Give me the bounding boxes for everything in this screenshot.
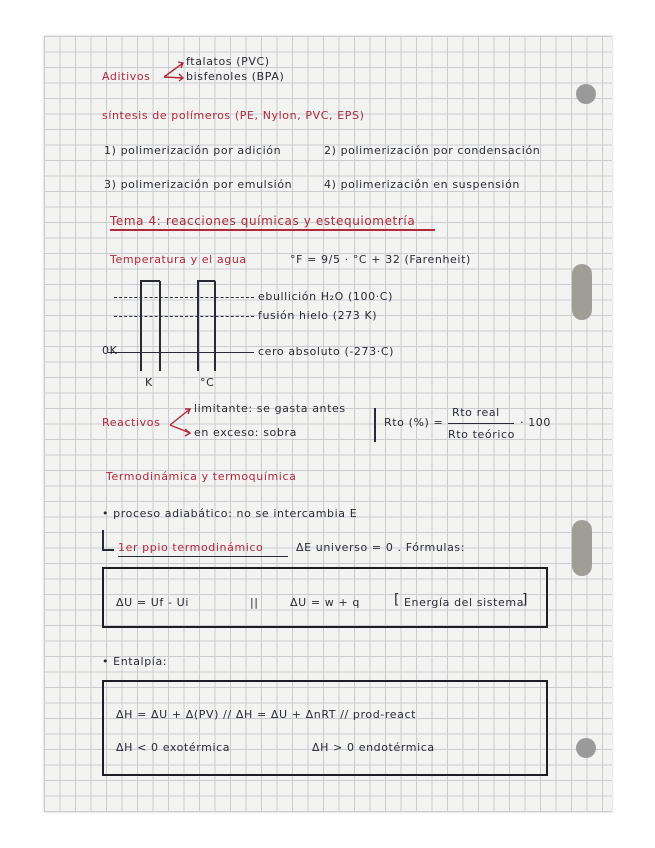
box1-bracket-open: [ bbox=[394, 592, 401, 608]
temperature-label: Temperatura y el agua bbox=[110, 253, 247, 266]
fusion-label: fusión hielo (273 K) bbox=[258, 309, 378, 322]
box1-separator: || bbox=[250, 596, 259, 609]
first-law-label: 1er ppio termodinámico bbox=[118, 541, 264, 554]
rto-denominator: Rto teórico bbox=[448, 428, 515, 441]
polymerization-item-2: 2) polimerización por condensación bbox=[324, 144, 541, 157]
aditivos-ftalatos: ftalatos (PVC) bbox=[186, 55, 270, 68]
box2-line1: ΔH = ΔU + Δ(PV) // ΔH = ΔU + ΔnRT // prod-react bbox=[116, 708, 417, 721]
box1-bracket-close: ] bbox=[522, 592, 529, 608]
reactivos-label: Reactivos bbox=[102, 416, 161, 429]
reactivos-limitante: limitante: se gasta antes bbox=[194, 402, 346, 415]
notebook-page bbox=[44, 36, 612, 812]
box2-endothermic: ΔH > 0 endotérmica bbox=[312, 741, 435, 754]
boiling-label: ebullición H₂O (100·C) bbox=[258, 290, 393, 303]
rto-lhs: Rto (%) = bbox=[384, 416, 444, 429]
box2-exothermic: ΔH < 0 exotérmica bbox=[116, 741, 231, 754]
tema4-title: Tema 4: reacciones químicas y estequiometría bbox=[110, 214, 416, 228]
ok-label: 0K bbox=[102, 344, 118, 357]
entalpia-label: • Entalpía: bbox=[102, 655, 168, 668]
celsius-label: °C bbox=[200, 376, 215, 389]
polymerization-item-1: 1) polimerización por adición bbox=[104, 144, 282, 157]
kelvin-label: K bbox=[145, 376, 153, 389]
box1-delta-u-def: ΔU = Uf - Ui bbox=[116, 596, 189, 609]
aditivos-label: Aditivos bbox=[102, 70, 151, 83]
polymerization-item-3: 3) polimerización por emulsión bbox=[104, 178, 293, 191]
box1-energy-label: Energía del sistema bbox=[404, 596, 525, 609]
zero-label: cero absoluto (-273·C) bbox=[258, 345, 394, 358]
box1-delta-u-work-heat: ΔU = w + q bbox=[290, 596, 360, 609]
rto-multiplier: · 100 bbox=[520, 416, 551, 429]
thermo-title: Termodinámica y termoquímica bbox=[106, 470, 297, 483]
aditivos-bisfenoles: bisfenoles (BPA) bbox=[186, 70, 285, 83]
sintesis-title: síntesis de polímeros (PE, Nylon, PVC, EPS) bbox=[102, 109, 365, 122]
temperature-formula: °F = 9/5 · °C + 32 (Farenheit) bbox=[290, 253, 471, 266]
first-law-rest: ΔE universo = 0 . Fórmulas: bbox=[296, 541, 466, 554]
rto-numerator: Rto real bbox=[452, 406, 500, 419]
adiabatic-note: • proceso adiabático: no se intercambia E bbox=[102, 507, 358, 520]
handwritten-strokes bbox=[44, 36, 612, 812]
reactivos-exceso: en exceso: sobra bbox=[194, 426, 297, 439]
polymerization-item-4: 4) polimerización en suspensión bbox=[324, 178, 520, 191]
